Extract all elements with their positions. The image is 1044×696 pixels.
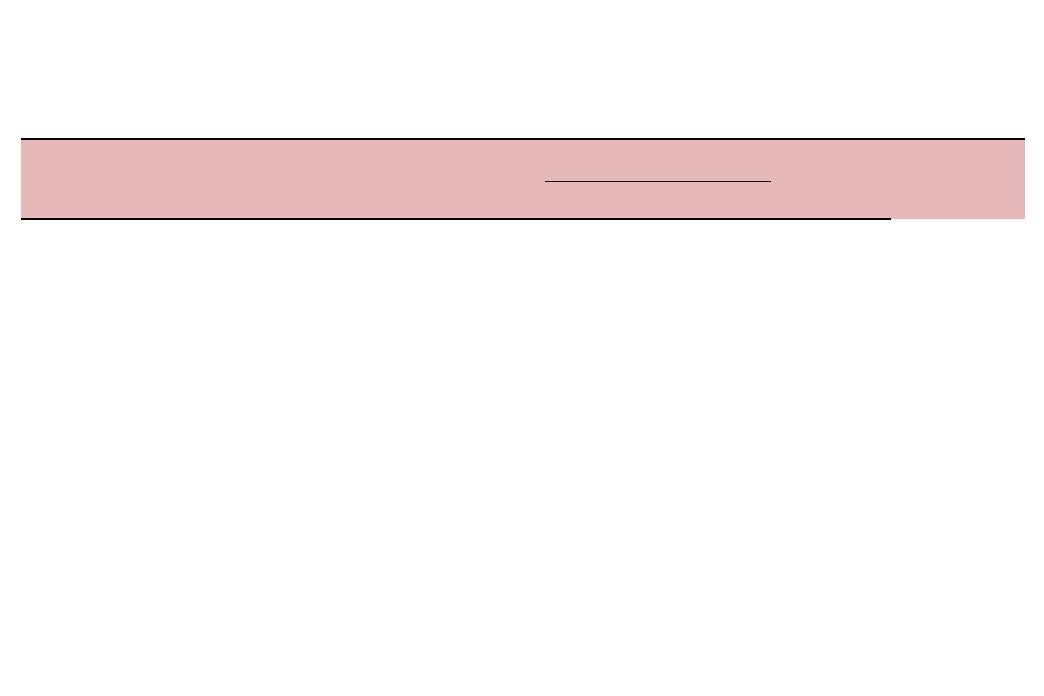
header-impact: [891, 139, 1025, 219]
header-year-2024: [545, 182, 659, 220]
header-month: [545, 139, 771, 182]
header-change-unit: [771, 182, 891, 220]
header-row: [21, 139, 1025, 182]
header-year-2023: [659, 182, 771, 220]
header-change: [771, 139, 891, 182]
inflation-table: [21, 138, 1025, 220]
header-groups: [79, 139, 545, 219]
